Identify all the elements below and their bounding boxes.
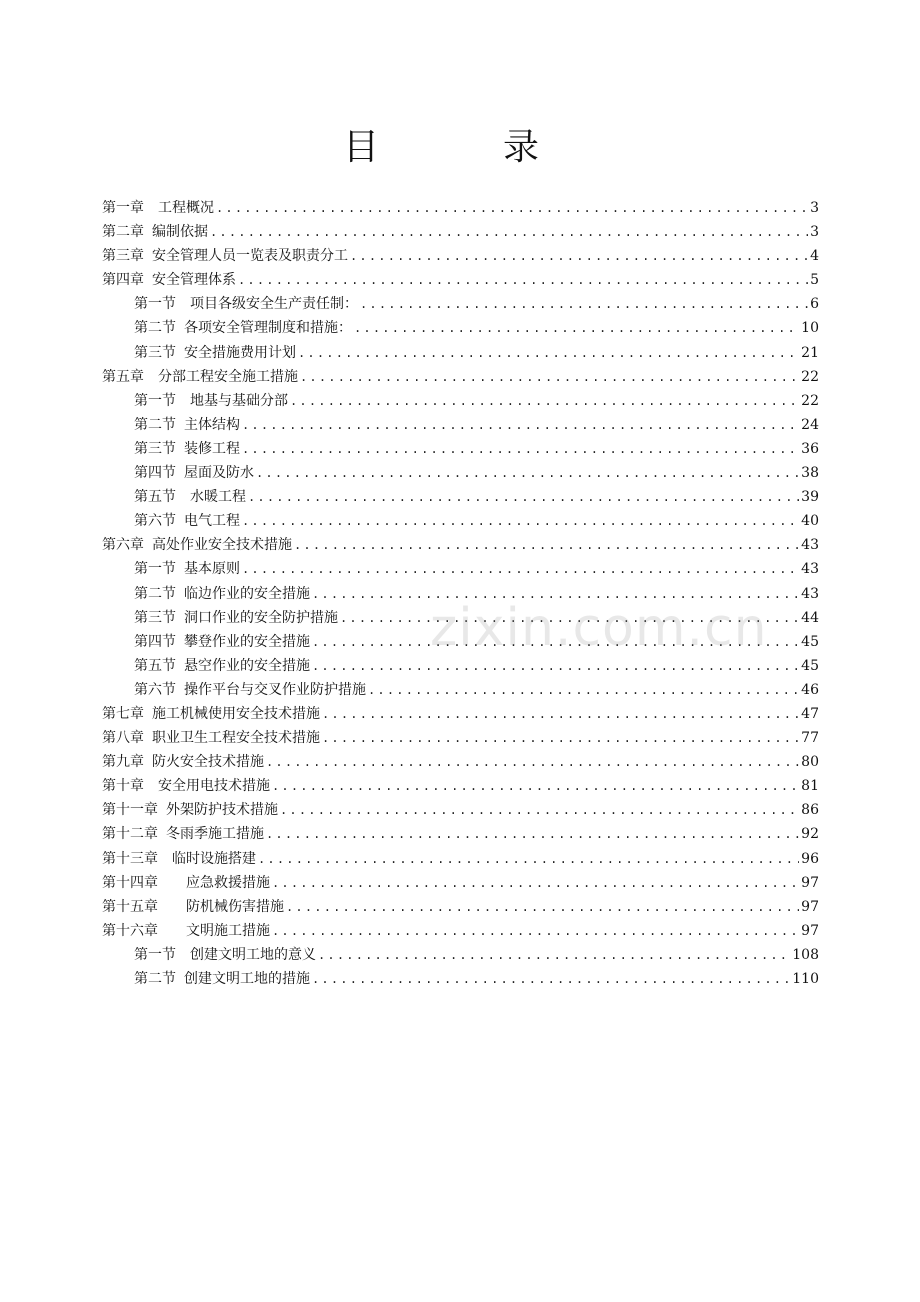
toc-entry-title: 冬雨季施工措施	[166, 826, 264, 843]
toc-page-number: 5	[810, 272, 819, 289]
toc-entry-number: 第六章	[102, 537, 144, 554]
toc-entry-gap	[176, 943, 190, 967]
toc-entry-title: 创建文明工地的意义	[190, 946, 316, 963]
toc-entry-number: 第四节	[134, 465, 176, 482]
toc-page-number: 10	[801, 320, 819, 337]
toc-section-row[interactable]	[102, 389, 819, 413]
toc-page-number: 6	[810, 296, 819, 313]
toc-section-row[interactable]	[102, 509, 819, 533]
toc-entry-label	[102, 196, 214, 220]
toc-entry-label	[102, 533, 292, 557]
toc-dot-leader	[258, 847, 799, 871]
toc-entry-number: 第一节	[134, 392, 176, 409]
toc-entry-number: 第二章	[102, 224, 144, 241]
toc-entry-number: 第四节	[134, 633, 176, 650]
toc-entry-label	[134, 292, 358, 316]
toc-dot-leader	[354, 316, 799, 340]
table-of-contents	[102, 196, 819, 991]
toc-entry-number: 第十二章	[102, 826, 158, 843]
toc-entry-title: 应急救援措施	[186, 874, 270, 891]
toc-dot-leader	[242, 509, 799, 533]
toc-dot-leader	[248, 485, 799, 509]
toc-entry-title: 洞口作业的安全防护措施	[184, 609, 338, 626]
toc-entry-title: 防火安全技术措施	[152, 754, 264, 771]
document-title: 目 录	[342, 127, 583, 168]
toc-section-row[interactable]	[102, 943, 819, 967]
toc-page-number: 77	[801, 730, 819, 747]
toc-dot-leader	[216, 196, 808, 220]
toc-page-number: 45	[801, 657, 819, 674]
toc-dot-leader	[318, 943, 790, 967]
toc-page-number: 96	[801, 850, 819, 867]
toc-section-row[interactable]	[102, 630, 819, 654]
toc-entry-number: 第十四章	[102, 874, 158, 891]
toc-entry-label	[102, 268, 236, 292]
toc-entry-label	[102, 244, 348, 268]
toc-entry-title: 防机械伤害措施	[186, 898, 284, 915]
toc-page-number: 86	[801, 802, 819, 819]
toc-entry-title: 悬空作业的安全措施	[184, 657, 310, 674]
toc-page-number: 97	[801, 922, 819, 939]
toc-entry-title: 地基与基础分部	[190, 392, 288, 409]
toc-entry-label	[102, 822, 264, 846]
toc-chapter-row[interactable]	[102, 533, 819, 557]
toc-section-row[interactable]	[102, 437, 819, 461]
toc-chapter-row[interactable]	[102, 220, 819, 244]
toc-entry-label	[134, 630, 310, 654]
toc-dot-leader	[368, 678, 799, 702]
toc-entry-gap	[176, 389, 190, 413]
toc-entry-number: 第十三章	[102, 850, 158, 867]
toc-dot-leader	[266, 822, 799, 846]
toc-entry-gap	[144, 774, 158, 798]
toc-page-number: 97	[801, 874, 819, 891]
toc-page-number: 45	[801, 633, 819, 650]
toc-entry-number: 第二节	[134, 971, 176, 987]
toc-chapter-row[interactable]	[102, 196, 819, 220]
toc-entry-title: 电气工程	[184, 513, 240, 530]
toc-entry-title: 临边作业的安全措施	[184, 585, 310, 602]
toc-chapter-row[interactable]	[102, 365, 819, 389]
toc-entry-title: 屋面及防水	[184, 465, 254, 482]
toc-entry-title: 编制依据	[152, 224, 208, 241]
toc-entry-title: 攀登作业的安全措施	[184, 633, 310, 650]
toc-page-number: 110	[792, 971, 819, 987]
toc-dot-leader	[266, 750, 799, 774]
toc-entry-number: 第二节	[134, 416, 176, 433]
toc-section-row[interactable]	[102, 582, 819, 606]
toc-section-row[interactable]	[102, 461, 819, 485]
toc-entry-number: 第八章	[102, 730, 144, 747]
toc-entry-title: 安全用电技术措施	[158, 778, 270, 795]
toc-dot-leader	[350, 244, 808, 268]
toc-entry-gap	[158, 871, 186, 895]
toc-entry-number: 第一章	[102, 200, 144, 216]
toc-entry-gap	[158, 919, 186, 943]
toc-entry-label	[134, 654, 310, 678]
toc-dot-leader	[340, 606, 799, 630]
toc-chapter-row[interactable]	[102, 750, 819, 774]
toc-chapter-row[interactable]	[102, 871, 819, 895]
toc-page-number: 80	[801, 754, 819, 771]
toc-dot-leader	[242, 437, 799, 461]
toc-page-number: 38	[801, 465, 819, 482]
toc-entry-title: 装修工程	[184, 440, 240, 457]
toc-page-number: 36	[801, 440, 819, 457]
toc-dot-leader	[238, 268, 808, 292]
toc-entry-label	[134, 678, 366, 702]
toc-entry-gap	[176, 292, 190, 316]
toc-page-number: 81	[801, 778, 819, 795]
toc-dot-leader	[322, 726, 799, 750]
toc-entry-number: 第三节	[134, 609, 176, 626]
toc-section-row[interactable]	[102, 292, 819, 316]
toc-dot-leader	[272, 919, 799, 943]
watermark: zixin.com.cn	[430, 598, 768, 658]
toc-entry-label	[102, 726, 320, 750]
toc-dot-leader	[294, 533, 799, 557]
toc-entry-title: 临时设施搭建	[172, 850, 256, 867]
toc-entry-title: 水暖工程	[190, 489, 246, 506]
toc-chapter-row[interactable]	[102, 822, 819, 846]
toc-dot-leader	[272, 871, 799, 895]
toc-entry-label	[102, 365, 298, 389]
toc-entry-gap	[158, 895, 186, 919]
toc-entry-label	[102, 774, 270, 798]
toc-entry-label	[134, 341, 296, 365]
toc-entry-label	[134, 389, 288, 413]
toc-entry-title: 项目各级安全生产责任制：	[190, 296, 358, 313]
toc-entry-title: 安全措施费用计划	[184, 344, 296, 361]
toc-dot-leader	[256, 461, 799, 485]
toc-chapter-row[interactable]	[102, 895, 819, 919]
toc-entry-title: 创建文明工地的措施	[184, 971, 310, 987]
toc-chapter-row[interactable]	[102, 847, 819, 871]
toc-section-row[interactable]	[102, 316, 819, 340]
toc-entry-label	[134, 967, 310, 991]
toc-section-row[interactable]	[102, 341, 819, 365]
toc-dot-leader	[272, 774, 799, 798]
toc-page-number: 40	[801, 513, 819, 530]
toc-page-number: 97	[801, 898, 819, 915]
toc-entry-number: 第一节	[134, 561, 176, 578]
toc-section-row[interactable]	[102, 678, 819, 702]
toc-entry-title: 基本原则	[184, 561, 240, 578]
toc-entry-number: 第三节	[134, 344, 176, 361]
toc-page-number: 43	[801, 537, 819, 554]
toc-page-number: 22	[801, 392, 819, 409]
toc-dot-leader	[312, 654, 799, 678]
toc-entry-title: 主体结构	[184, 416, 240, 433]
toc-entry-label	[134, 557, 240, 581]
toc-entry-number: 第五节	[134, 489, 176, 506]
toc-entry-title: 操作平台与交叉作业防护措施	[184, 681, 366, 698]
toc-entry-number: 第九章	[102, 754, 144, 771]
toc-entry-number: 第十六章	[102, 922, 158, 939]
toc-page-number: 24	[801, 416, 819, 433]
toc-chapter-row[interactable]	[102, 919, 819, 943]
toc-entry-number: 第六节	[134, 513, 176, 530]
toc-entry-label	[102, 847, 256, 871]
toc-page-number: 92	[801, 826, 819, 843]
toc-entry-number: 第十章	[102, 778, 144, 795]
toc-dot-leader	[280, 798, 799, 822]
toc-page-number: 108	[792, 946, 819, 963]
toc-entry-title: 职业卫生工程安全技术措施	[152, 730, 320, 747]
toc-entry-number: 第二节	[134, 585, 176, 602]
toc-entry-label	[102, 895, 284, 919]
toc-dot-leader	[312, 967, 790, 991]
toc-entry-label	[134, 943, 316, 967]
toc-chapter-row[interactable]	[102, 244, 819, 268]
toc-dot-leader	[298, 341, 799, 365]
toc-page-number: 3	[810, 200, 819, 216]
toc-entry-title: 施工机械使用安全技术措施	[152, 705, 320, 722]
toc-dot-leader	[290, 389, 799, 413]
toc-entry-label	[134, 509, 240, 533]
toc-entry-label	[134, 413, 240, 437]
toc-dot-leader	[242, 413, 799, 437]
toc-section-row[interactable]	[102, 967, 819, 991]
toc-dot-leader	[210, 220, 808, 244]
toc-entry-label	[134, 316, 352, 340]
toc-dot-leader	[312, 582, 799, 606]
toc-dot-leader	[300, 365, 799, 389]
toc-entry-title: 外架防护技术措施	[166, 802, 278, 819]
toc-section-row[interactable]	[102, 606, 819, 630]
toc-entry-label	[134, 582, 310, 606]
toc-entry-label	[134, 485, 246, 509]
toc-chapter-row[interactable]	[102, 702, 819, 726]
toc-entry-number: 第三节	[134, 440, 176, 457]
toc-chapter-row[interactable]	[102, 774, 819, 798]
toc-dot-leader	[360, 292, 808, 316]
toc-entry-gap	[176, 485, 190, 509]
toc-section-row[interactable]	[102, 557, 819, 581]
toc-entry-number: 第二节	[134, 320, 176, 337]
toc-entry-title: 高处作业安全技术措施	[152, 537, 292, 554]
toc-entry-label	[102, 702, 320, 726]
toc-dot-leader	[242, 557, 799, 581]
toc-entry-label	[134, 606, 338, 630]
toc-entry-title: 文明施工措施	[186, 922, 270, 939]
toc-entry-gap	[158, 847, 172, 871]
toc-section-row[interactable]	[102, 413, 819, 437]
toc-chapter-row[interactable]	[102, 726, 819, 750]
toc-entry-number: 第七章	[102, 705, 144, 722]
toc-entry-number: 第十一章	[102, 802, 158, 819]
toc-entry-title: 安全管理体系	[152, 272, 236, 289]
toc-dot-leader	[322, 702, 799, 726]
toc-entry-number: 第五节	[134, 657, 176, 674]
toc-section-row[interactable]	[102, 485, 819, 509]
toc-entry-number: 第三章	[102, 248, 144, 265]
toc-page-number: 46	[801, 681, 819, 698]
toc-page-number: 3	[810, 224, 819, 241]
toc-entry-number: 第四章	[102, 272, 144, 289]
toc-entry-title: 分部工程安全施工措施	[158, 368, 298, 385]
toc-page-number: 4	[810, 248, 819, 265]
toc-entry-gap	[144, 196, 158, 220]
toc-page-number: 43	[801, 561, 819, 578]
toc-entry-label	[102, 798, 278, 822]
toc-dot-leader	[286, 895, 799, 919]
toc-entry-number: 第一节	[134, 946, 176, 963]
toc-entry-label	[134, 461, 254, 485]
toc-page-number: 43	[801, 585, 819, 602]
toc-dot-leader	[312, 630, 799, 654]
toc-chapter-row[interactable]	[102, 268, 819, 292]
toc-entry-number: 第五章	[102, 368, 144, 385]
toc-entry-label	[102, 220, 208, 244]
toc-page-number: 39	[801, 489, 819, 506]
toc-section-row[interactable]	[102, 654, 819, 678]
toc-entry-number: 第十五章	[102, 898, 158, 915]
toc-entry-number: 第一节	[134, 296, 176, 313]
toc-entry-gap	[144, 365, 158, 389]
toc-page-number: 47	[801, 705, 819, 722]
toc-entry-label	[102, 919, 270, 943]
toc-entry-number: 第六节	[134, 681, 176, 698]
toc-entry-title: 工程概况	[158, 200, 214, 216]
toc-entry-title: 各项安全管理制度和措施：	[184, 320, 352, 337]
toc-page-number: 44	[801, 609, 819, 626]
toc-entry-label	[134, 437, 240, 461]
toc-entry-label	[102, 750, 264, 774]
toc-entry-label	[102, 871, 270, 895]
toc-entry-title: 安全管理人员一览表及职责分工	[152, 248, 348, 265]
toc-page-number: 22	[801, 368, 819, 385]
toc-chapter-row[interactable]	[102, 798, 819, 822]
toc-page-number: 21	[801, 344, 819, 361]
